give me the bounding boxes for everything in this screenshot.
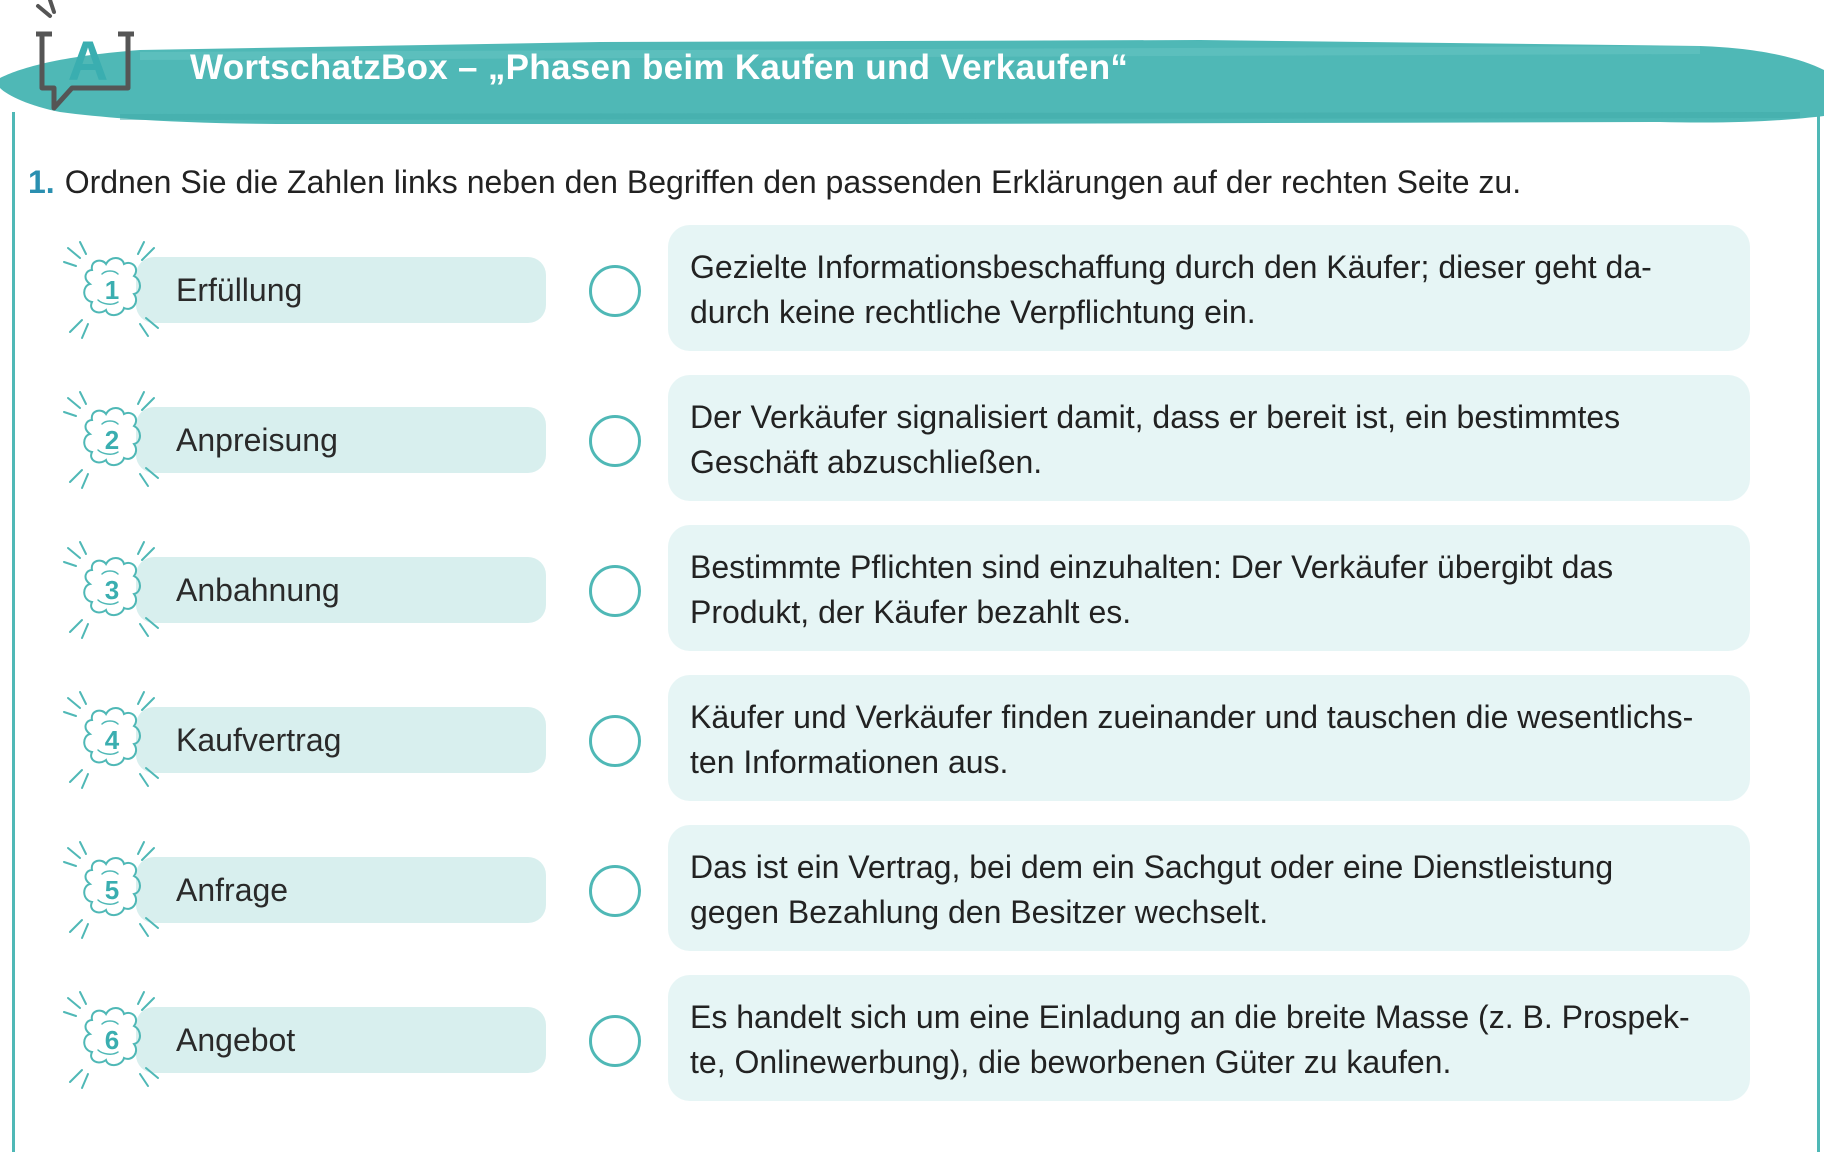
explanation-box [668, 975, 1750, 1101]
explanation-line: Produkt, der Käufer bezahlt es. [690, 594, 1132, 630]
row-number: 5 [104, 875, 120, 905]
explanation-text [690, 845, 1730, 935]
explanation-box [668, 675, 1750, 801]
number-burst-icon [62, 540, 162, 640]
explanation-line: gegen Bezahlung den Besitzer wechselt. [690, 894, 1269, 930]
term-label: Anpreisung [176, 422, 338, 458]
row-number: 6 [104, 1025, 120, 1055]
answer-input-circle[interactable] [589, 715, 641, 767]
banner-title: WortschatzBox – „Phasen beim Kaufen und Verkaufen“ [190, 48, 1129, 87]
row-number: 3 [104, 575, 120, 605]
explanation-box [668, 375, 1750, 501]
explanation-text [690, 995, 1730, 1085]
explanation-line: te, Onlinewerbung), die beworbenen Güter zu kaufen. [690, 1044, 1452, 1080]
task-number: 1. [28, 164, 55, 200]
task-instruction [28, 164, 1521, 201]
explanation-line: Käufer und Verkäufer finden zueinander und tauschen die wesentlichs- [690, 699, 1694, 735]
explanation-text [690, 695, 1730, 785]
matching-row-3 [0, 525, 1824, 655]
number-burst-icon [62, 690, 162, 790]
term-pill [136, 707, 546, 773]
task-text: Ordnen Sie die Zahlen links neben den Begriffen den passenden Erklärungen auf der rechten Seite zu. [64, 164, 1522, 200]
explanation-line: Es handelt sich um eine Einladung an die breite Masse (z. B. Prospek- [690, 999, 1690, 1035]
answer-input-circle[interactable] [589, 415, 641, 467]
term-label: Angebot [176, 1022, 296, 1058]
explanation-box [668, 825, 1750, 951]
explanation-line: durch keine rechtliche Verpflichtung ein. [690, 294, 1256, 330]
matching-row-6 [0, 975, 1824, 1105]
explanation-box [668, 225, 1750, 351]
explanation-line: Bestimmte Pflichten sind einzuhalten: Der Verkäufer übergibt das [690, 549, 1614, 585]
term-pill [136, 257, 546, 323]
row-number: 4 [104, 725, 120, 755]
explanation-line: Der Verkäufer signalisiert damit, dass er bereit ist, ein bestimmtes [690, 399, 1621, 435]
answer-input-circle[interactable] [589, 1015, 641, 1067]
term-pill [136, 407, 546, 473]
term-label: Anbahnung [176, 572, 340, 608]
term-pill [136, 557, 546, 623]
term-pill [136, 1007, 546, 1073]
term-label: Anfrage [176, 872, 289, 908]
vocabulary-logo-icon [28, 0, 148, 120]
number-burst-icon [62, 840, 162, 940]
matching-row-1 [0, 225, 1824, 355]
answer-input-circle[interactable] [589, 265, 641, 317]
matching-row-2 [0, 375, 1824, 505]
row-number: 1 [104, 275, 120, 305]
number-burst-icon [62, 390, 162, 490]
explanation-text [690, 545, 1730, 635]
explanation-box [668, 525, 1750, 651]
answer-input-circle[interactable] [589, 865, 641, 917]
number-burst-icon [62, 990, 162, 1090]
term-label: Kaufvertrag [176, 722, 342, 758]
svg-text:A: A [67, 29, 109, 92]
explanation-text [690, 395, 1730, 485]
explanation-line: Gezielte Informationsbeschaffung durch den Käufer; dieser geht da- [690, 249, 1652, 285]
explanation-text [690, 245, 1730, 335]
term-pill [136, 857, 546, 923]
number-burst-icon [62, 240, 162, 340]
row-number: 2 [104, 425, 120, 455]
explanation-line: Das ist ein Vertrag, bei dem ein Sachgut oder eine Dienstleistung [690, 849, 1614, 885]
matching-row-5 [0, 825, 1824, 955]
matching-row-4 [0, 675, 1824, 805]
term-label: Erfüllung [176, 272, 303, 308]
answer-input-circle[interactable] [589, 565, 641, 617]
explanation-line: ten Informationen aus. [690, 744, 1009, 780]
explanation-line: Geschäft abzuschließen. [690, 444, 1043, 480]
